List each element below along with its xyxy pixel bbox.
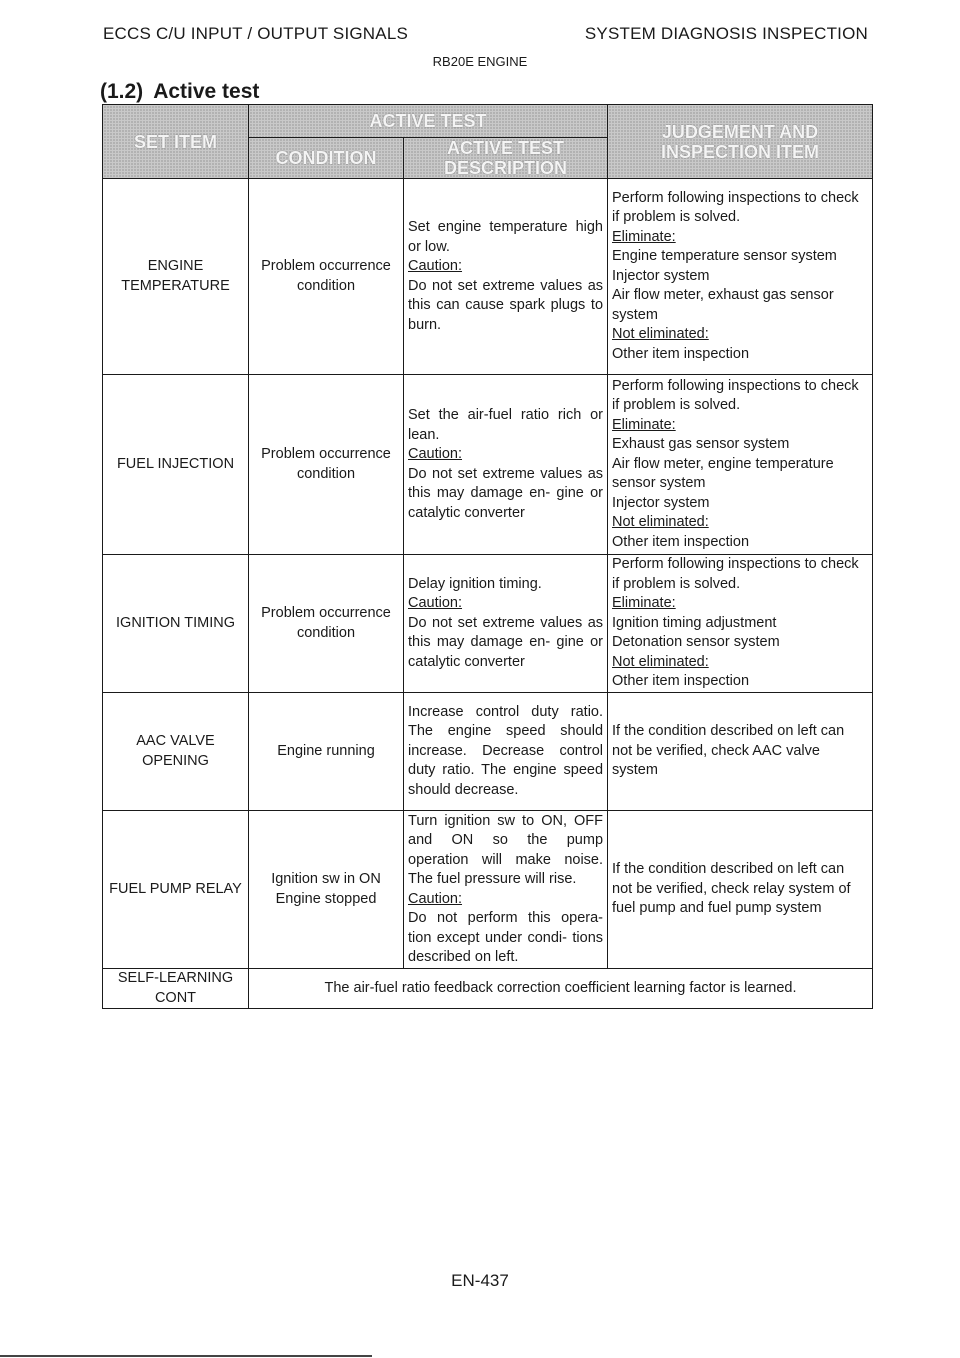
description-text: Set the air-fuel ratio rich or lean.	[408, 407, 604, 443]
footer-rule	[0, 1355, 372, 1357]
judgement-intro: Perform following inspections to check if problem is solved.	[612, 556, 859, 592]
eliminate-item: Ignition timing adjustment	[612, 614, 777, 631]
caution-label: Caution:	[408, 595, 463, 612]
header-engine: RB20E ENGINE	[432, 54, 528, 69]
active-test-table	[102, 104, 873, 1009]
set-item-cell: AAC VALVE OPENING	[103, 693, 249, 811]
self-learning-description: The air-fuel ratio feedback correction coefficient learning factor is learned.	[249, 969, 873, 1009]
col-header-active-test: ACTIVE TEST	[249, 105, 608, 138]
eliminate-label: Eliminate:	[612, 595, 676, 612]
caution-text: Do not set extreme values as this may damage en- gine or catalytic converter	[408, 614, 604, 670]
caution-label: Caution:	[408, 446, 463, 462]
table-row	[103, 179, 873, 375]
condition-line: Engine stopped	[275, 890, 377, 907]
table-row	[103, 555, 873, 693]
col-header-condition: CONDITION	[249, 138, 404, 179]
description-cell	[404, 555, 608, 693]
not-eliminated-item: Other item inspection	[612, 533, 750, 550]
header-right: SYSTEM DIAGNOSIS INSPECTION	[584, 24, 868, 43]
col-header-set-item: SET ITEM	[103, 105, 249, 179]
description-text: Set engine temperature high or low.	[408, 219, 604, 255]
eliminate-label: Eliminate:	[612, 228, 676, 245]
not-eliminated-item: Other item inspection	[612, 673, 750, 690]
eliminate-item: Air flow meter, engine temperature sensor system	[612, 455, 834, 492]
table-row	[103, 811, 873, 969]
eliminate-item: Engine temperature sensor system	[612, 248, 837, 265]
eliminate-item: Exhaust gas sensor system	[612, 436, 790, 453]
section-title	[100, 80, 259, 104]
set-item-cell: FUEL INJECTION	[103, 375, 249, 555]
section-number: (1.2)	[100, 80, 144, 103]
condition-cell	[249, 811, 404, 969]
table-row	[103, 375, 873, 555]
eliminate-item: Injector system	[612, 494, 710, 511]
not-eliminated-label: Not eliminated:	[612, 514, 709, 531]
set-item-cell: FUEL PUMP RELAY	[103, 811, 249, 969]
col-header-judgement: JUDGEMENT AND INSPECTION ITEM	[608, 105, 873, 179]
eliminate-item: Air flow meter, exhaust gas sensor system	[612, 287, 834, 323]
table-row	[103, 693, 873, 811]
table-row	[103, 969, 873, 1009]
eliminate-item: Detonation sensor system	[612, 634, 780, 651]
set-item-cell: ENGINE TEMPERATURE	[103, 179, 249, 375]
section-label: Active test	[153, 80, 260, 103]
condition-cell: Problem occurrence condition	[249, 375, 404, 555]
condition-cell: Engine running	[249, 693, 404, 811]
eliminate-item: Injector system	[612, 267, 710, 284]
caution-text: Do not set extreme values as this may damage en- gine or catalytic converter	[408, 465, 604, 521]
judgement-cell	[608, 375, 873, 555]
judgement-cell: If the condition described on left can not be verified, check relay system of fuel pump and fuel pump system	[608, 811, 873, 969]
description-cell: Increase control duty ratio. The engine speed should increase. Decrease control duty ratio. The engine speed should decrease.	[404, 693, 608, 811]
col-header-description: ACTIVE TEST DESCRIPTION	[404, 138, 608, 179]
page-number: EN-437	[451, 1271, 509, 1290]
judgement-cell	[608, 555, 873, 693]
caution-text: Do not set extreme values as this can cause spark plugs to burn.	[408, 277, 604, 333]
not-eliminated-label: Not eliminated:	[612, 326, 709, 343]
judgement-intro: Perform following inspections to check if problem is solved.	[612, 189, 859, 226]
not-eliminated-item: Other item inspection	[612, 345, 750, 362]
caution-label: Caution:	[408, 258, 463, 274]
header-left: ECCS C/U INPUT / OUTPUT SIGNALS	[103, 24, 409, 43]
caution-text: Do not perform this opera- tion except under condi- tions described on left.	[408, 910, 604, 965]
description-cell	[404, 179, 608, 375]
judgement-cell	[608, 179, 873, 375]
set-item-cell: IGNITION TIMING	[103, 555, 249, 693]
not-eliminated-label: Not eliminated:	[612, 653, 709, 670]
condition-line: Ignition sw in ON	[271, 871, 381, 887]
description-cell	[404, 375, 608, 555]
condition-cell: Problem occurrence condition	[249, 555, 404, 693]
judgement-cell: If the condition described on left can not be verified, check AAC valve system	[608, 693, 873, 811]
judgement-intro: Perform following inspections to check if problem is solved.	[612, 377, 859, 414]
eliminate-label: Eliminate:	[612, 416, 676, 433]
description-cell	[404, 811, 608, 969]
caution-label: Caution:	[408, 890, 463, 907]
condition-cell: Problem occurrence condition	[249, 179, 404, 375]
set-item-cell: SELF-LEARNING CONT	[103, 969, 249, 1009]
description-text: Delay ignition timing.	[408, 575, 542, 592]
description-text: Turn ignition sw to ON, OFF and ON so the pump operation will make noise. The fuel pressure will rise.	[408, 812, 604, 887]
